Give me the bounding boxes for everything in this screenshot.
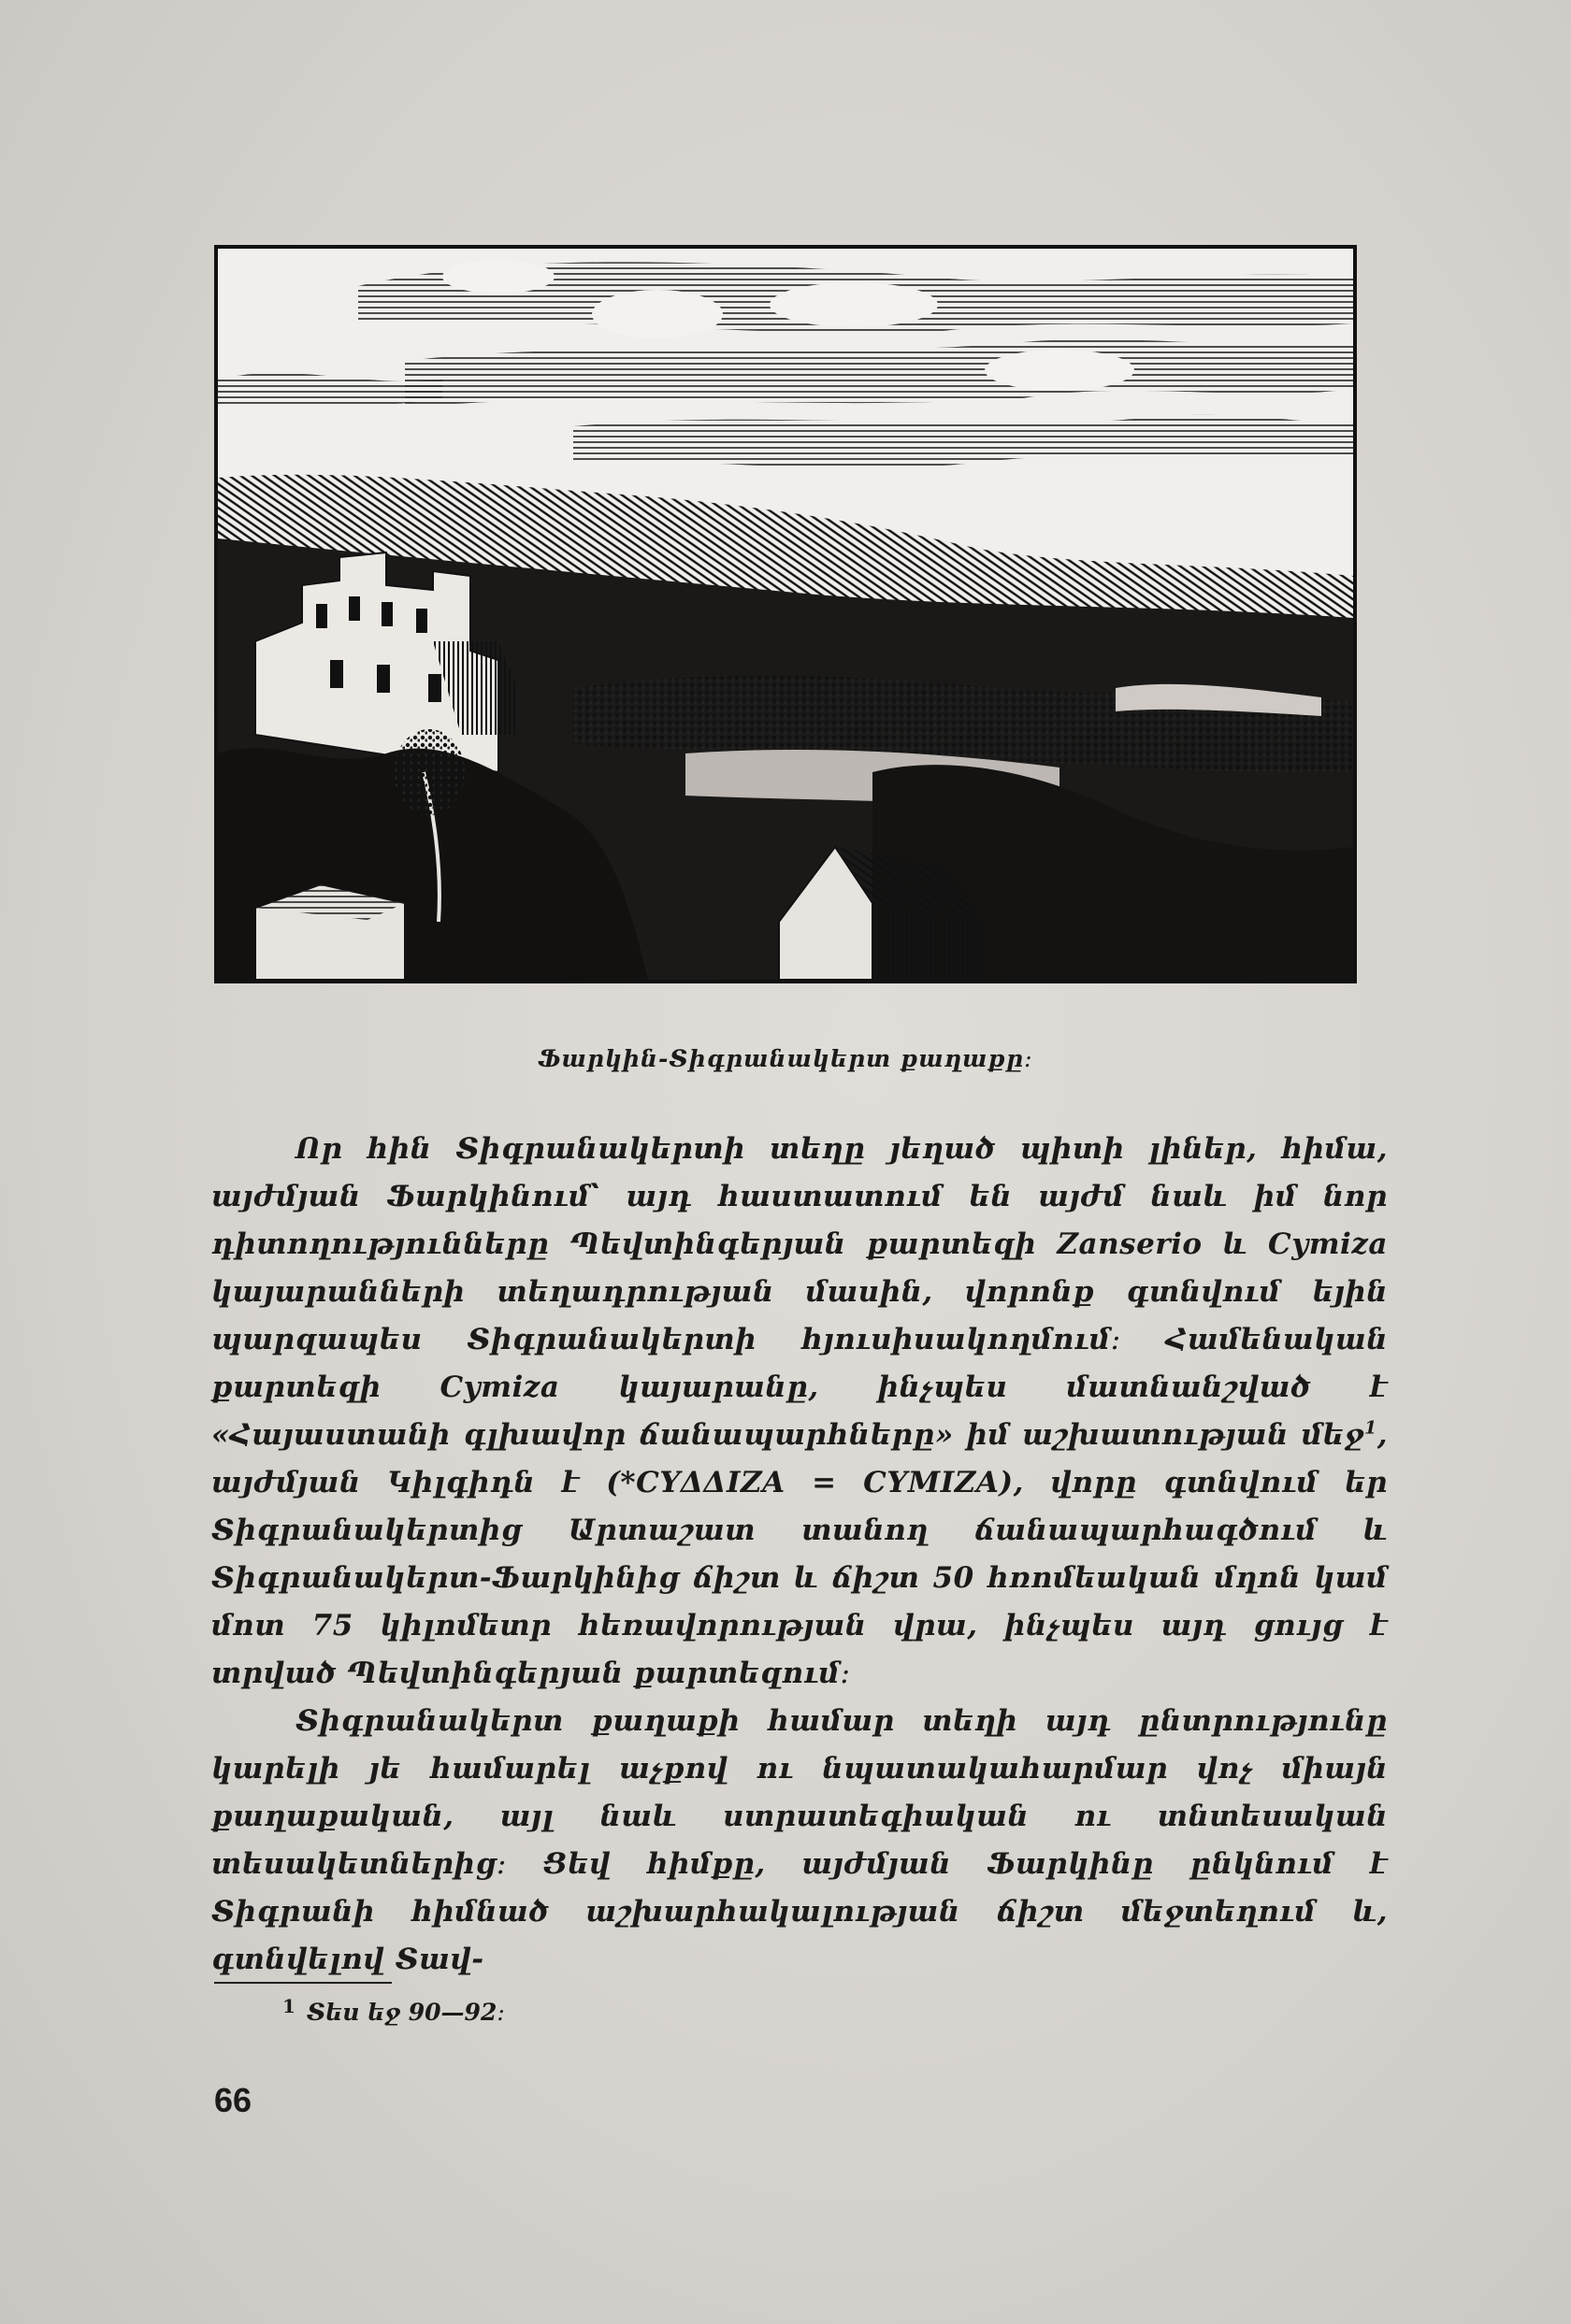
engraving-landscape-icon [218, 249, 1353, 980]
page-number: 66 [214, 2081, 252, 2119]
footnote [282, 1995, 505, 2026]
paragraph-1-text: Որ հին Տիգրանակերտի տեղը յեղած պիտի լիներ, հիմա, այժմյան Ֆարկինում՝ այդ հաստատում են այժմ նաև իմ նոր դիտողությունները Պեվտինգերյան քարտեզի Zanserio և Cymiza կայարանների տեղադրության մասին, վորոնք գտնվում եյին պարզապես Տիգրանակերտի հյուսիսակողմում։ Համենական քարտեզի Cymiza կայարանը, ինչպես մատնանշված է «Հայաստանի գլխավոր ճանապարհները» իմ աշխատության մեջ [211, 1132, 1388, 1452]
footnote-divider [214, 1982, 392, 1984]
main-text [211, 1126, 1388, 1984]
paragraph-1-continuation: , այժմյան Կիլգիդն է (*CYΔΔIZA = CYMIZA), վորը գտնվում եր Տիգրանակերտից Արտաշատ տանող ճանապարհագծում և Տիգրանակերտ-Ֆարկինից ճիշտ և ճիշտ 50 հռոմեական մղոն կամ մոտ 75 կիլոմետր հեռավորության վրա, ինչպես այդ ցույց է տրված Պեվտինգերյան քարտեզում։ [211, 1418, 1388, 1690]
landscape-engraving-image [214, 245, 1357, 983]
paragraph-2: Տիգրանակերտ քաղաքի համար տեղի այդ ընտրությունը կարելի յե համարել աչքով ու նպատակահարմար վոչ միայն քաղաքական, այլ նաև ստրատեգիական ու տնտեսական տեսակետներից։ Ցեվ հիմքը, այժմյան Ֆարկինը ընկնում է Տիգրանի հիմնած աշխարհակալության ճիշտ մեջտեղում և, գտնվելով Տավ- [211, 1704, 1388, 1976]
paragraph-1 [211, 1126, 1388, 1698]
footnote-mark: 1 [282, 1995, 295, 2017]
footnote-text: Տես եջ 90—92։ [306, 1999, 505, 2026]
footnote-reference: 1 [1363, 1417, 1377, 1439]
figure-caption: Ֆարկին-Տիգրանակերտ քաղաքը։ [538, 1045, 1033, 1072]
